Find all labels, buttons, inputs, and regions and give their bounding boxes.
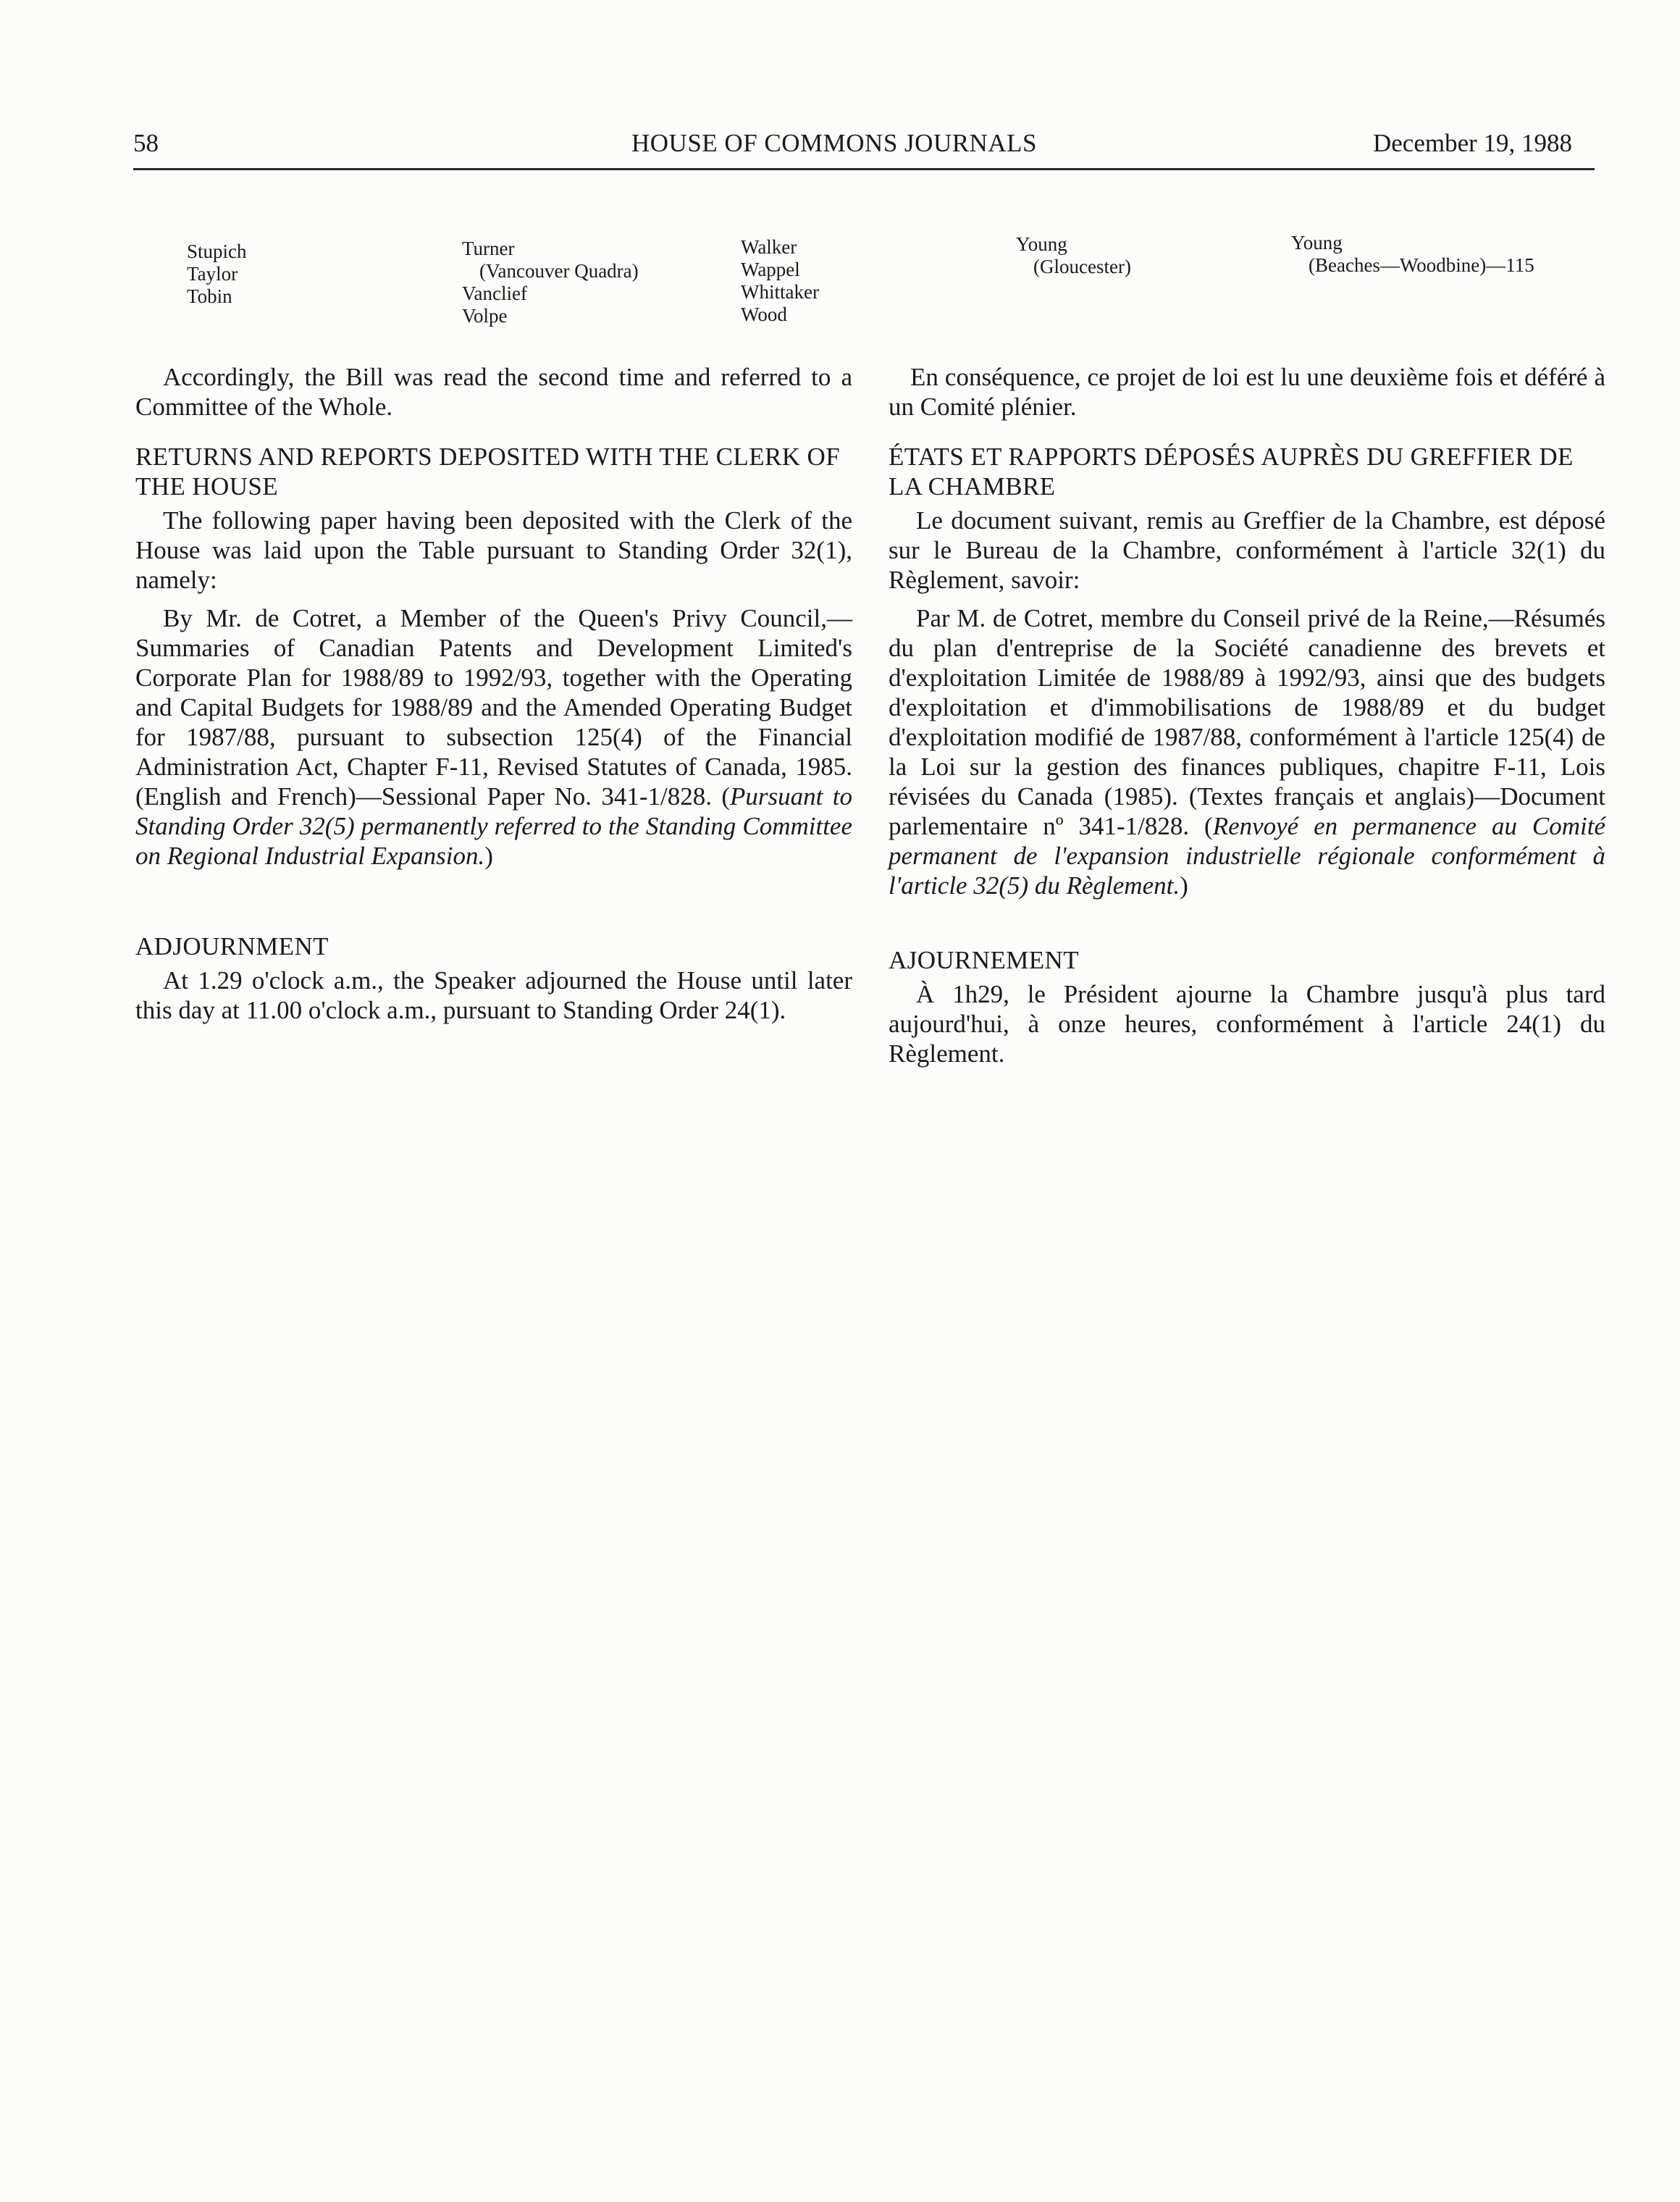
deposited-paper-text: By Mr. de Cotret, a Member of the Queen's Privy Council,—Summaries of Canadian Patents and Development Limited's Corporate Plan for 1988/89 to 1992/93, together with the Operating and Capital Budgets for 1988/89 and the Amended Operating Budget for 1987/88, pursuant to subsection 125(4) of the Financial Administration Act, Chapter F-11, Revised Statutes of Canada, 1985. (English and French)—Sessional Paper No. 341-1/828. (	[135, 604, 852, 811]
ajournement-paragraph: À 1h29, le Président ajourne la Chambre jusqu'à plus tard aujourd'hui, à onze heures, conformément à l'article 24(1) du Règlement.	[889, 980, 1605, 1068]
header-date: December 19, 1988	[1373, 129, 1573, 157]
adjournment-paragraph: At 1.29 o'clock a.m., the Speaker adjourned the House until later this day at 11.00 o'clock a.m., pursuant to Standing Order 24(1).	[135, 966, 852, 1024]
member-name: Whittaker	[741, 281, 819, 303]
division-names-col1	[187, 240, 247, 308]
member-name: Walker	[741, 236, 797, 258]
par-m-paragraph: Par M. de Cotret, membre du Conseil privé de la Reine,—Résumés du plan d'entreprise de la Société canadienne des brevets et d'exploitation Limitée de 1988/89 à 1992/93, ainsi que des budgets d'exploitation et d'immobilisations de 1988/89 et du budget d'exploitation modifié de 1987/88, conformément à l'article 125(4) de la Loi sur la gestion des finances publiques, chapitre F-11, Lois révisées du Canada (1985). (Textes français et anglais)—Document parlementaire nº 341-1/828. (Renvoyé en permanence au Comité permanent de l'expansion industrielle régionale conformément à l'article 32(5) du Règlement.)	[889, 604, 1605, 900]
consequence-paragraph: En conséquence, ce projet de loi est lu une deuxième fois et déféré à un Comité plénier.	[889, 363, 1605, 421]
running-title: HOUSE OF COMMONS JOURNALS	[631, 129, 1037, 157]
document-suivant-paragraph: Le document suivant, remis au Greffier de la Chambre, est déposé sur le Bureau de la Chambre, conformément à l'article 32(1) du Règlement, savoir:	[889, 506, 1605, 594]
renvoye-note: Renvoyé en permanence au Comité permanent de l'expansion industrielle régionale conformément à l'article 32(5) du Règlement.	[889, 812, 1605, 900]
deposited-paper-paragraph: By Mr. de Cotret, a Member of the Queen's Privy Council,—Summaries of Canadian Patents and Development Limited's Corporate Plan for 1988/89 to 1992/93, together with the Operating and Capital Budgets for 1988/89 and the Amended Operating Budget for 1987/88, pursuant to subsection 125(4) of the Financial Administration Act, Chapter F-11, Revised Statutes of Canada, 1985. (English and French)—Sessional Paper No. 341-1/828. (Pursuant to Standing Order 32(5) permanently referred to the Standing Committee on Regional Industrial Expansion.)	[135, 604, 852, 870]
division-names-col2	[462, 238, 639, 327]
member-name: Volpe	[462, 305, 508, 327]
member-riding: (Vancouver Quadra)	[479, 260, 639, 282]
division-names-col5	[1291, 232, 1534, 277]
division-names-col4	[1016, 233, 1131, 278]
member-name: Stupich	[187, 240, 247, 262]
member-name: Vanclief	[462, 282, 527, 304]
english-column	[135, 362, 852, 1025]
member-name: Wood	[741, 303, 787, 325]
page-number: 58	[133, 129, 159, 157]
member-name: Tobin	[187, 285, 232, 307]
returns-heading: RETURNS AND REPORTS DEPOSITED WITH THE CLERK OF THE HOUSE	[135, 443, 841, 501]
division-names-col3	[741, 236, 819, 326]
member-name: Young	[1016, 233, 1067, 255]
referral-note: Pursuant to Standing Order 32(5) permanently referred to the Standing Committee on Regional Industrial Expansion.	[135, 782, 852, 870]
etats-heading: ÉTATS ET RAPPORTS DÉPOSÉS AUPRÈS DU GREFFIER DE LA CHAMBRE	[889, 443, 1574, 501]
header-rule	[133, 168, 1595, 170]
french-column	[889, 362, 1605, 1068]
member-riding: (Beaches—Woodbine)—115	[1309, 254, 1534, 276]
member-name: Turner	[462, 238, 515, 259]
par-m-text: Par M. de Cotret, membre du Conseil privé de la Reine,—Résumés du plan d'entreprise de la Société canadienne des brevets et d'exploitation Limitée de 1988/89 à 1992/93, ainsi que des budgets d'exploitation et d'immobilisations de 1988/89 et du budget d'exploitation modifié de 1987/88, conformément à l'article 125(4) de la Loi sur la gestion des finances publiques, chapitre F-11, Lois révisées du Canada (1985). (Textes français et anglais)—Document parlementaire nº 341-1/828. (	[889, 604, 1605, 840]
adjournment-heading: ADJOURNMENT	[135, 932, 329, 960]
member-name: Taylor	[187, 263, 238, 285]
following-paper-paragraph: The following paper having been deposited with the Clerk of the House was laid upon the Table pursuant to Standing Order 32(1), namely:	[135, 506, 852, 594]
member-name: Wappel	[741, 259, 800, 280]
ajournement-heading: AJOURNEMENT	[889, 946, 1080, 974]
member-name: Young	[1291, 232, 1343, 254]
member-riding: (Gloucester)	[1033, 256, 1131, 277]
accordingly-paragraph: Accordingly, the Bill was read the second time and referred to a Committee of the Whole.	[135, 363, 852, 421]
